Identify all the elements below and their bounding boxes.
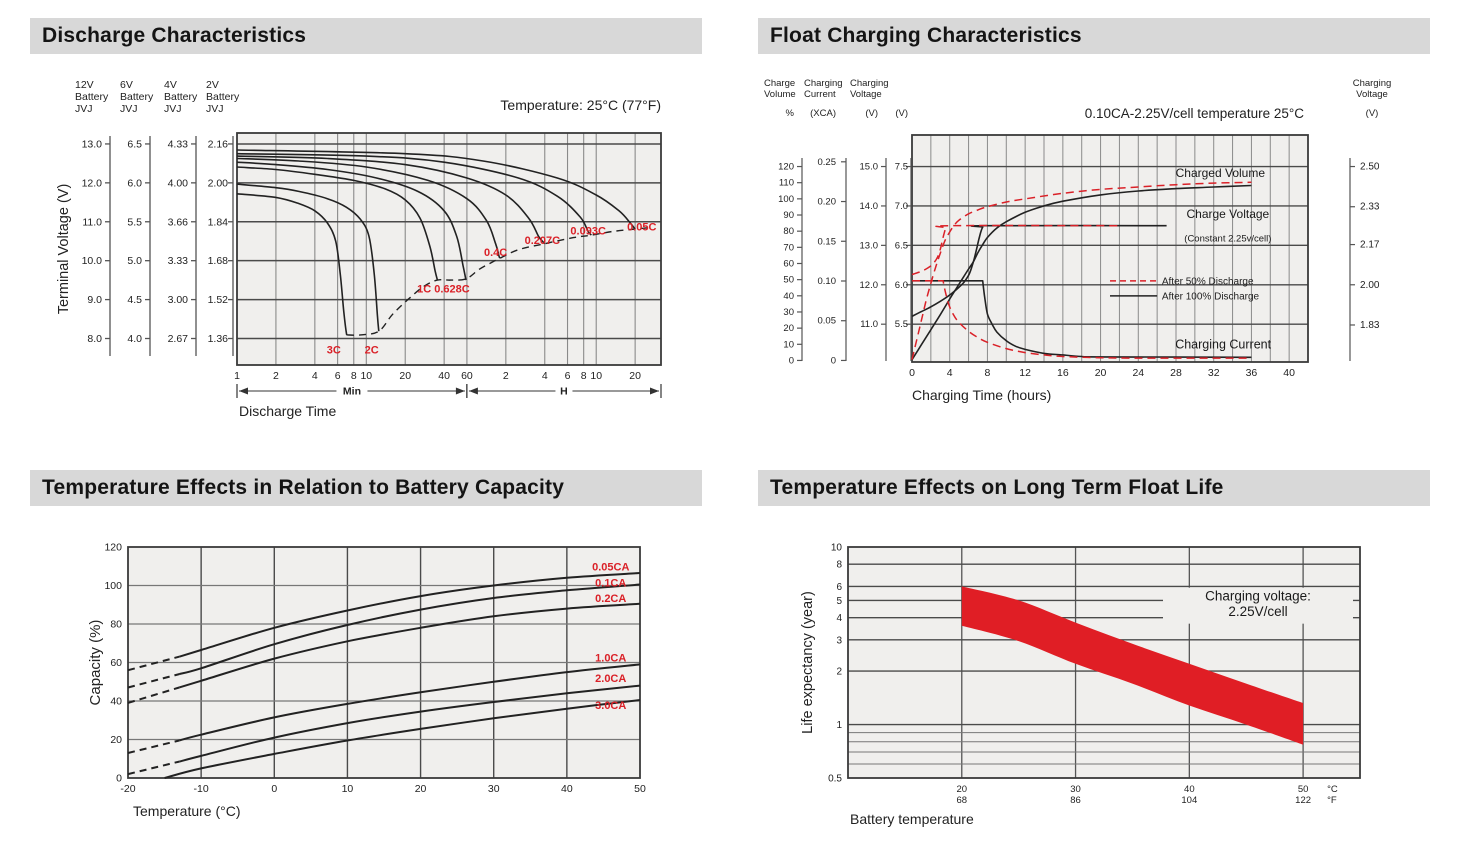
svg-text:2.17: 2.17 (1360, 239, 1380, 251)
svg-text:8: 8 (836, 559, 842, 571)
svg-text:6.5: 6.5 (127, 138, 142, 151)
svg-text:3.33: 3.33 (167, 255, 188, 268)
svg-text:0.05C: 0.05C (627, 221, 657, 234)
svg-text:8: 8 (350, 370, 357, 382)
svg-text:5.5: 5.5 (127, 216, 142, 229)
svg-text:50: 50 (783, 274, 794, 286)
svg-text:Capacity (%): Capacity (%) (87, 619, 104, 706)
svg-text:12.0: 12.0 (81, 177, 102, 190)
svg-text:Life expectancy (year): Life expectancy (year) (800, 591, 816, 734)
svg-text:Battery: Battery (120, 91, 154, 103)
svg-text:0.628C: 0.628C (434, 283, 470, 296)
svg-text:5.0: 5.0 (127, 255, 142, 268)
svg-text:1.36: 1.36 (207, 333, 228, 346)
svg-text:68: 68 (956, 795, 968, 806)
svg-text:Voltage: Voltage (1356, 89, 1388, 100)
svg-text:2C: 2C (364, 344, 379, 357)
svg-text:1: 1 (234, 370, 240, 382)
svg-text:0: 0 (788, 355, 794, 367)
svg-text:2: 2 (502, 370, 509, 382)
svg-text:0.093C: 0.093C (570, 225, 606, 238)
svg-text:14.0: 14.0 (859, 200, 878, 212)
svg-text:30: 30 (783, 306, 794, 318)
section-header-float-charging (758, 18, 1430, 54)
svg-text:Charged Volume: Charged Volume (1175, 165, 1266, 180)
svg-text:120: 120 (778, 161, 794, 173)
svg-text:H: H (560, 385, 568, 398)
svg-text:40: 40 (783, 290, 794, 302)
svg-text:1.0CA: 1.0CA (595, 652, 627, 665)
svg-text:(V): (V) (865, 108, 878, 119)
svg-text:(XCA): (XCA) (810, 108, 836, 119)
svg-text:20: 20 (110, 734, 122, 746)
svg-text:3C: 3C (326, 344, 341, 357)
svg-text:0.2CA: 0.2CA (595, 593, 627, 606)
svg-text:Battery: Battery (206, 91, 240, 103)
svg-text:6: 6 (836, 581, 842, 593)
svg-text:13.0: 13.0 (81, 138, 102, 151)
svg-text:(V): (V) (1365, 108, 1379, 119)
temperature-capacity-chart (30, 512, 730, 852)
svg-text:After 50% Discharge: After 50% Discharge (1161, 276, 1254, 288)
svg-text:0.5: 0.5 (828, 773, 842, 785)
svg-text:Battery: Battery (75, 91, 109, 103)
svg-text:0.05CA: 0.05CA (592, 561, 630, 574)
svg-text:60: 60 (783, 258, 794, 270)
svg-text:86: 86 (1070, 795, 1081, 806)
svg-text:0.10CA-2.25V/cell temperature: 0.10CA-2.25V/cell temperature 25°C (1084, 106, 1304, 121)
svg-text:0.1CA: 0.1CA (595, 577, 627, 590)
svg-text:4: 4 (311, 370, 318, 382)
svg-text:6.0: 6.0 (127, 177, 142, 190)
svg-text:30: 30 (1070, 784, 1081, 795)
section-title: Discharge Characteristics (42, 24, 307, 47)
svg-text:Current: Current (804, 89, 836, 100)
discharge-chart (30, 60, 730, 460)
svg-text:60: 60 (110, 657, 122, 669)
svg-text:40: 40 (1283, 367, 1295, 379)
float-charging-chart (758, 60, 1458, 460)
svg-text:3.0CA: 3.0CA (595, 699, 627, 712)
svg-text:2.0CA: 2.0CA (595, 672, 627, 685)
section-title: Temperature Effects on Long Term Float Life (770, 476, 1224, 499)
svg-text:2.00: 2.00 (1360, 279, 1380, 291)
svg-text:60: 60 (461, 370, 473, 382)
section-header-temp-capacity (30, 470, 702, 506)
svg-text:80: 80 (110, 618, 122, 631)
svg-text:1.84: 1.84 (207, 216, 228, 229)
svg-text:After 100% Discharge: After 100% Discharge (1161, 291, 1260, 303)
svg-text:2.25V/cell: 2.25V/cell (1228, 603, 1288, 619)
svg-text:1.83: 1.83 (1360, 319, 1380, 331)
svg-text:9.0: 9.0 (87, 294, 102, 307)
svg-text:%: % (785, 108, 794, 119)
svg-text:20: 20 (629, 370, 641, 382)
panel-float-life (758, 470, 1430, 852)
svg-text:2.16: 2.16 (207, 138, 228, 151)
svg-text:12.0: 12.0 (859, 279, 878, 291)
svg-text:36: 36 (1245, 367, 1258, 379)
panel-temp-capacity (30, 470, 702, 852)
svg-text:3.00: 3.00 (167, 294, 188, 307)
section-title: Temperature Effects in Relation to Battery Capacity (42, 476, 565, 499)
svg-text:0.10: 0.10 (817, 275, 836, 287)
svg-text:122: 122 (1295, 795, 1312, 806)
svg-text:0.4C: 0.4C (483, 247, 508, 260)
svg-text:Charging: Charging (1352, 78, 1392, 89)
svg-text:JVJ: JVJ (120, 103, 138, 115)
svg-text:8.0: 8.0 (87, 333, 102, 346)
svg-text:2V: 2V (206, 79, 219, 91)
svg-text:8: 8 (984, 367, 991, 379)
svg-text:24: 24 (1132, 367, 1145, 379)
svg-text:1.68: 1.68 (207, 255, 228, 268)
svg-text:Voltage: Voltage (850, 89, 882, 100)
section-title: Float Charging Characteristics (770, 24, 1082, 47)
svg-text:90: 90 (783, 210, 794, 222)
svg-text:0: 0 (116, 772, 122, 785)
svg-text:0.20: 0.20 (817, 196, 836, 208)
svg-text:0.25: 0.25 (817, 156, 836, 168)
svg-text:6: 6 (334, 370, 341, 382)
svg-text:10.0: 10.0 (81, 255, 102, 268)
svg-text:110: 110 (778, 177, 794, 189)
svg-text:104: 104 (1181, 795, 1198, 806)
svg-text:4.5: 4.5 (127, 294, 142, 307)
svg-text:4: 4 (836, 613, 842, 625)
svg-text:(V): (V) (895, 108, 908, 119)
svg-text:°C: °C (1327, 784, 1338, 795)
svg-text:2.00: 2.00 (207, 177, 228, 190)
float-life-chart (758, 512, 1458, 852)
svg-text:0.05: 0.05 (817, 315, 836, 327)
svg-text:-20: -20 (120, 783, 136, 795)
svg-text:20: 20 (783, 323, 794, 335)
svg-text:2.67: 2.67 (167, 333, 188, 346)
svg-text:15.0: 15.0 (859, 161, 878, 173)
svg-text:32: 32 (1207, 367, 1220, 379)
svg-text:4.33: 4.33 (167, 138, 188, 151)
svg-text:4: 4 (946, 367, 953, 379)
svg-text:40: 40 (1184, 784, 1195, 795)
svg-text:Charging voltage:: Charging voltage: (1205, 588, 1311, 604)
svg-text:-10: -10 (193, 783, 209, 795)
section-header-float-life (758, 470, 1430, 506)
svg-text:Charging: Charging (850, 78, 889, 89)
svg-text:1: 1 (836, 720, 842, 732)
svg-text:4: 4 (541, 370, 548, 382)
svg-text:20: 20 (399, 370, 412, 382)
svg-text:JVJ: JVJ (75, 103, 93, 115)
svg-text:Battery: Battery (164, 91, 198, 103)
svg-text:3.66: 3.66 (167, 216, 188, 229)
svg-text:2: 2 (273, 370, 279, 382)
svg-text:30: 30 (487, 783, 500, 795)
svg-text:20: 20 (414, 783, 427, 795)
svg-text:8: 8 (580, 370, 587, 382)
svg-text:0: 0 (271, 783, 278, 795)
svg-text:6.0: 6.0 (894, 279, 908, 291)
svg-text:JVJ: JVJ (206, 103, 224, 115)
svg-text:13.0: 13.0 (859, 240, 878, 252)
svg-text:100: 100 (778, 193, 794, 205)
svg-text:70: 70 (783, 242, 794, 254)
svg-text:10: 10 (830, 542, 842, 554)
svg-text:Temperature: 25°C (77°F): Temperature: 25°C (77°F) (500, 97, 661, 113)
svg-text:10: 10 (360, 370, 373, 382)
svg-text:20: 20 (1094, 367, 1107, 379)
svg-text:10: 10 (590, 370, 603, 382)
svg-text:0: 0 (909, 367, 915, 379)
svg-text:12: 12 (1019, 367, 1031, 379)
svg-text:120: 120 (104, 541, 122, 554)
svg-text:100: 100 (104, 580, 122, 592)
panel-discharge (30, 18, 702, 460)
svg-text:4.0: 4.0 (127, 333, 142, 346)
svg-text:40: 40 (561, 783, 573, 795)
svg-text:2.50: 2.50 (1360, 161, 1380, 173)
svg-text:1.52: 1.52 (207, 294, 228, 307)
svg-text:Terminal Voltage (V): Terminal Voltage (V) (56, 183, 72, 315)
svg-text:Min: Min (342, 385, 361, 398)
svg-text:11.0: 11.0 (82, 216, 102, 229)
svg-text:2.33: 2.33 (1360, 201, 1380, 213)
svg-text:5: 5 (836, 595, 842, 607)
svg-text:(Constant 2.25v/cell): (Constant 2.25v/cell) (1184, 233, 1272, 245)
svg-text:50: 50 (1297, 784, 1309, 795)
svg-text:Charging: Charging (804, 78, 843, 89)
svg-text:6: 6 (564, 370, 571, 382)
svg-text:10: 10 (783, 339, 794, 351)
svg-text:5.5: 5.5 (894, 319, 908, 331)
svg-text:2: 2 (836, 666, 842, 678)
svg-text:°F: °F (1327, 795, 1337, 806)
svg-text:1C: 1C (417, 283, 432, 296)
svg-text:Charging Time (hours): Charging Time (hours) (912, 387, 1052, 403)
section-header-discharge (30, 18, 702, 54)
svg-text:4.00: 4.00 (167, 177, 188, 190)
svg-text:12V: 12V (75, 79, 94, 91)
svg-text:Volume: Volume (764, 89, 796, 100)
svg-text:7.0: 7.0 (894, 200, 908, 212)
svg-text:0: 0 (830, 355, 836, 367)
svg-text:0.15: 0.15 (817, 236, 836, 248)
svg-text:Temperature (°C): Temperature (°C) (133, 803, 241, 819)
svg-text:16: 16 (1057, 367, 1069, 379)
svg-text:Discharge Time: Discharge Time (239, 403, 337, 419)
svg-text:Charge: Charge (764, 78, 796, 89)
svg-text:4V: 4V (164, 79, 177, 91)
svg-text:10: 10 (341, 783, 354, 795)
svg-text:3: 3 (836, 635, 842, 647)
svg-text:JVJ: JVJ (164, 103, 182, 115)
svg-text:80: 80 (783, 226, 794, 238)
svg-text:7.5: 7.5 (894, 161, 908, 173)
svg-text:Charging Current: Charging Current (1175, 337, 1272, 352)
svg-text:40: 40 (438, 370, 450, 382)
svg-text:Charge Voltage: Charge Voltage (1186, 206, 1270, 221)
svg-text:11.0: 11.0 (860, 319, 878, 331)
svg-text:6.5: 6.5 (894, 240, 908, 252)
svg-text:Battery temperature: Battery temperature (850, 811, 974, 827)
panel-float-charging (758, 18, 1430, 460)
svg-text:6V: 6V (120, 79, 133, 91)
svg-text:20: 20 (956, 784, 968, 795)
svg-text:28: 28 (1170, 367, 1182, 379)
svg-text:0.207C: 0.207C (524, 235, 561, 248)
svg-text:50: 50 (634, 783, 646, 795)
svg-text:40: 40 (110, 695, 122, 708)
